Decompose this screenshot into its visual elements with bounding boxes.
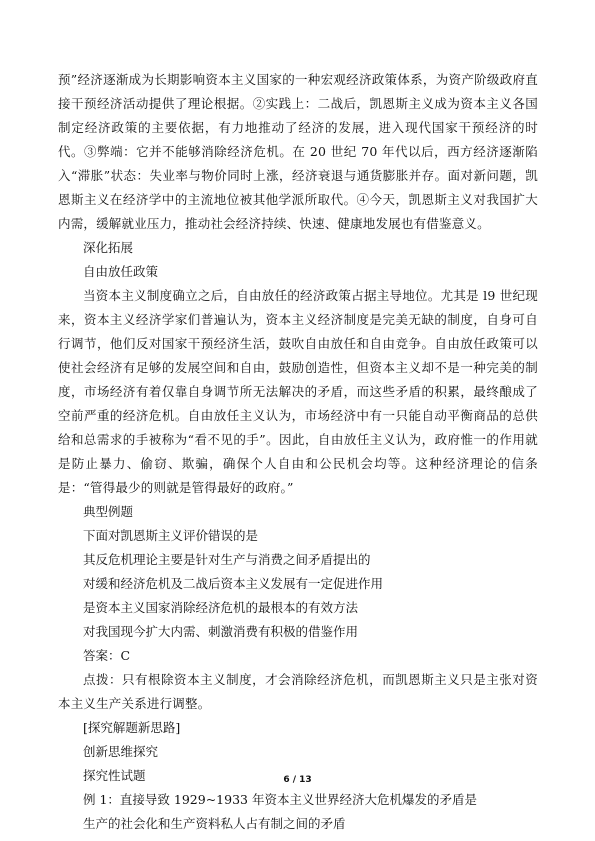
option-c: 是资本主义国家消除经济危机的最根本的有效方法	[83, 600, 359, 615]
section-exploratory-heading: 探究性试题	[83, 768, 146, 783]
section-laissez-faire-heading: 自由放任政策	[83, 264, 159, 279]
option-b: 对缓和经济危机及二战后资本主义发展有一定促进作用	[83, 576, 384, 591]
page-number: 6 / 13	[283, 775, 312, 785]
question-text: 下面对凯恩斯主义评价错误的是	[83, 528, 259, 543]
option-d: 对我国现今扩大内需、刺激消费有积极的借鉴作用	[83, 624, 359, 639]
intro-paragraph: 预”经济逐渐成为长期影响资本主义国家的一种宏观经济政策体系，为资产阶级政府直接干预经济活动提供了理论根据。②实践上：二战后，凯恩斯主义成为资本主义各国制定经济政策的主要依据，有力地推动了经济的发展，进入现代国家干预经济的时代。③弊端：它并不能够消除经济危机。在 20 世纪 70 年代以后，西方经济逐渐陷入“滞胀”状态：失业率与物价同时上涨，经济衰退与通货膨胀并存。面对新问题，凯恩斯主义在经济学中的主流地位被其他学派所取代。④今天，凯恩斯主义对我国扩大内需，缓解就业压力，推动社会经济持续、快速、健康地发展也有借鉴意义。	[58, 72, 538, 231]
section-explore-heading: [探究解题新思路]	[83, 720, 181, 735]
option-a: 其反危机理论主要是针对生产与消费之间矛盾提出的	[83, 552, 371, 567]
section-innovative-heading: 创新思维探究	[83, 744, 159, 759]
comment-paragraph: 点拨：只有根除资本主义制度，才会消除经济危机，而凯恩斯主义只是主张对资本主义生产关系进行调整。	[58, 672, 538, 711]
laissez-faire-paragraph: 当资本主义制度确立之后，自由放任的经济政策占据主导地位。尤其是 l9 世纪现来，资本主义经济学家们普遍认为，资本主义经济制度是完美无缺的制度，自身可自行调节，他们反对国家干预经济生活，鼓吹自由放任和自由竞争。自由放任政策可以使社会经济有足够的发展空间和自由，鼓励创造性，但资本主义却不是一种完美的制度，市场经济有着仅靠自身调节所无法解决的矛盾，而这些矛盾的积累，最终酿成了空前严重的经济危机。自由放任主义认为，市场经济中有一只能自动平衡商品的总供给和总需求的手被称为“看不见的手”。因此，自由放任主义认为，政府惟一的作用就是防止暴力、偷窃、欺骗，确保个人自由和公民机会均等。这种经济理论的信条是：“管得最少的则就是管得最好的政府。”	[58, 288, 538, 495]
section-examples-heading: 典型例题	[83, 504, 134, 519]
document-page	[58, 68, 538, 836]
example-1-question: 例 1：直接导致 1929~1933 年资本主义世界经济大危机爆发的矛盾是	[83, 792, 477, 807]
section-deepen-heading: 深化拓展	[83, 240, 134, 255]
example-1-option: 生产的社会化和生产资料私人占有制之间的矛盾	[83, 816, 346, 831]
answer-text: 答案：C	[83, 648, 131, 663]
